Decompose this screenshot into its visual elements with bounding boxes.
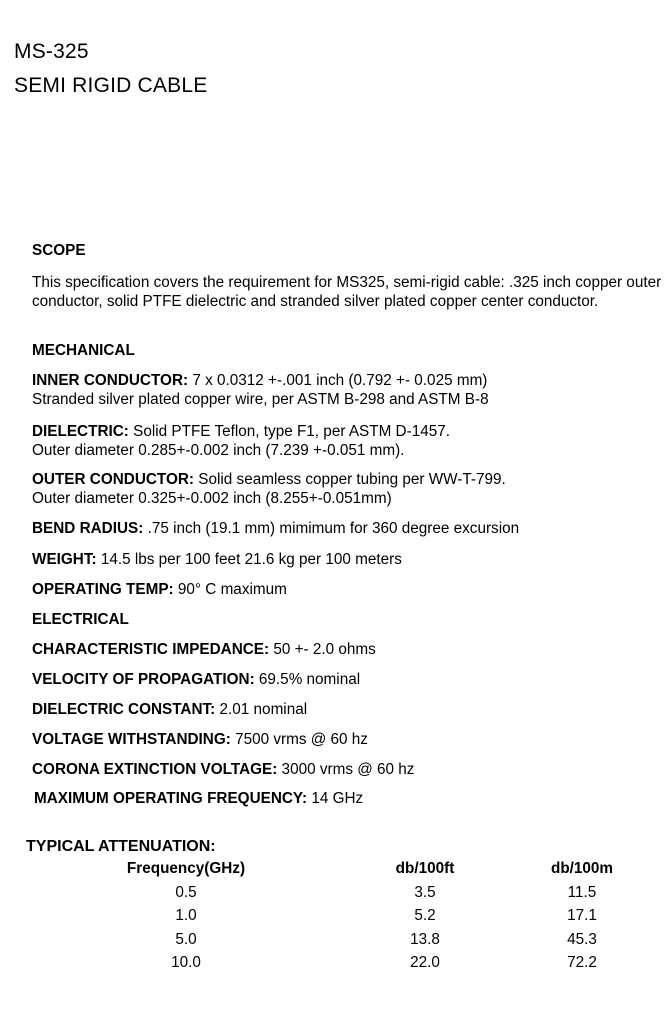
- cell-db-per-100m: 11.5: [567, 883, 597, 901]
- mechanical-heading: MECHANICAL: [32, 342, 135, 359]
- weight-label: WEIGHT:: [32, 551, 97, 568]
- table-row: [0, 884, 669, 908]
- bend-radius-value: .75 inch (19.1 mm) mimimum for 360 degree excursion: [143, 520, 520, 537]
- inner-conductor-label: INNER CONDUCTOR:: [32, 372, 189, 389]
- inner-conductor-value: 7 x 0.0312 +-.001 inch (0.792 +- 0.025 mm): [188, 372, 488, 389]
- table-row: [0, 907, 669, 931]
- dielectric-constant-value: 2.01 nominal: [215, 701, 308, 718]
- dielectric-constant-label: DIELECTRIC CONSTANT:: [32, 701, 216, 718]
- cell-db-per-100ft: 3.5: [414, 883, 436, 901]
- inner-conductor-detail: Stranded silver plated copper wire, per ASTM B-298 and ASTM B-8: [32, 390, 489, 408]
- velocity-spec: [32, 671, 664, 690]
- cell-db-per-100ft: 22.0: [410, 954, 440, 971]
- dielectric-spec: [32, 423, 664, 460]
- inner-conductor-spec: [32, 372, 664, 409]
- corona-spec: [32, 761, 664, 780]
- attenuation-title: TYPICAL ATTENUATION:: [26, 838, 216, 855]
- operating-temp-label: OPERATING TEMP:: [32, 581, 174, 598]
- electrical-heading: ELECTRICAL: [32, 611, 129, 628]
- outer-conductor-value: Solid seamless copper tubing per WW-T-799.: [194, 471, 506, 488]
- cell-db-per-100m: 17.1: [567, 907, 597, 924]
- cell-db-per-100ft: 5.2: [414, 907, 436, 924]
- max-frequency-label: MAXIMUM OPERATING FREQUENCY:: [34, 790, 308, 807]
- table-row: [0, 931, 669, 955]
- max-frequency-value: 14 GHz: [307, 790, 364, 807]
- corona-label: CORONA EXTINCTION VOLTAGE:: [32, 761, 278, 778]
- corona-value: 3000 vrms @ 60 hz: [277, 761, 415, 778]
- scope-text: This specification covers the requirement for MS325, semi-rigid cable: .325 inch copper outer conductor, solid PTFE dielectric and stranded silver plated copper center conductor.: [32, 274, 662, 310]
- table-header-row: [0, 860, 669, 884]
- outer-conductor-detail: Outer diameter 0.325+-0.002 inch (8.255+-0.051mm): [32, 489, 392, 507]
- impedance-value: 50 +- 2.0 ohms: [269, 641, 376, 658]
- dielectric-value: Solid PTFE Teflon, type F1, per ASTM D-1457.: [128, 423, 450, 440]
- dielectric-constant-spec: [32, 701, 664, 720]
- weight-value: 14.5 lbs per 100 feet 21.6 kg per 100 meters: [96, 551, 402, 568]
- cell-db-per-100ft: 13.8: [410, 930, 440, 948]
- bend-radius-label: BEND RADIUS:: [32, 520, 144, 537]
- cell-frequency: 5.0: [175, 930, 197, 948]
- bend-radius-spec: [32, 520, 664, 539]
- header-db-per-100ft: db/100ft: [395, 860, 455, 877]
- cell-db-per-100m: 45.3: [567, 930, 597, 948]
- velocity-label: VELOCITY OF PROPAGATION:: [32, 671, 255, 688]
- header-db-per-100m: db/100m: [550, 860, 614, 877]
- voltage-withstanding-label: VOLTAGE WITHSTANDING:: [32, 731, 231, 748]
- cell-db-per-100m: 72.2: [567, 954, 597, 971]
- dielectric-label: DIELECTRIC:: [32, 423, 129, 440]
- document-title-product: SEMI RIGID CABLE: [14, 74, 208, 97]
- dielectric-detail: Outer diameter 0.285+-0.002 inch (7.239 +-0.051 mm).: [32, 441, 405, 459]
- weight-spec: [32, 551, 664, 570]
- max-frequency-spec: [34, 790, 666, 809]
- table-row: [0, 954, 669, 978]
- outer-conductor-spec: [32, 471, 664, 508]
- attenuation-table: [0, 860, 669, 978]
- impedance-label: CHARACTERISTIC IMPEDANCE:: [32, 641, 270, 658]
- operating-temp-value: 90° C maximum: [173, 581, 287, 598]
- header-frequency: Frequency(GHz): [126, 860, 246, 877]
- impedance-spec: [32, 641, 664, 660]
- cell-frequency: 10.0: [171, 954, 201, 971]
- cell-frequency: 0.5: [175, 883, 197, 901]
- scope-heading: SCOPE: [32, 242, 86, 259]
- velocity-value: 69.5% nominal: [254, 671, 361, 688]
- operating-temp-spec: [32, 581, 664, 600]
- voltage-withstanding-spec: [32, 731, 664, 750]
- outer-conductor-label: OUTER CONDUCTOR:: [32, 471, 195, 488]
- cell-frequency: 1.0: [175, 907, 197, 924]
- document-title-part-number: MS-325: [14, 40, 89, 63]
- voltage-withstanding-value: 7500 vrms @ 60 hz: [230, 731, 368, 748]
